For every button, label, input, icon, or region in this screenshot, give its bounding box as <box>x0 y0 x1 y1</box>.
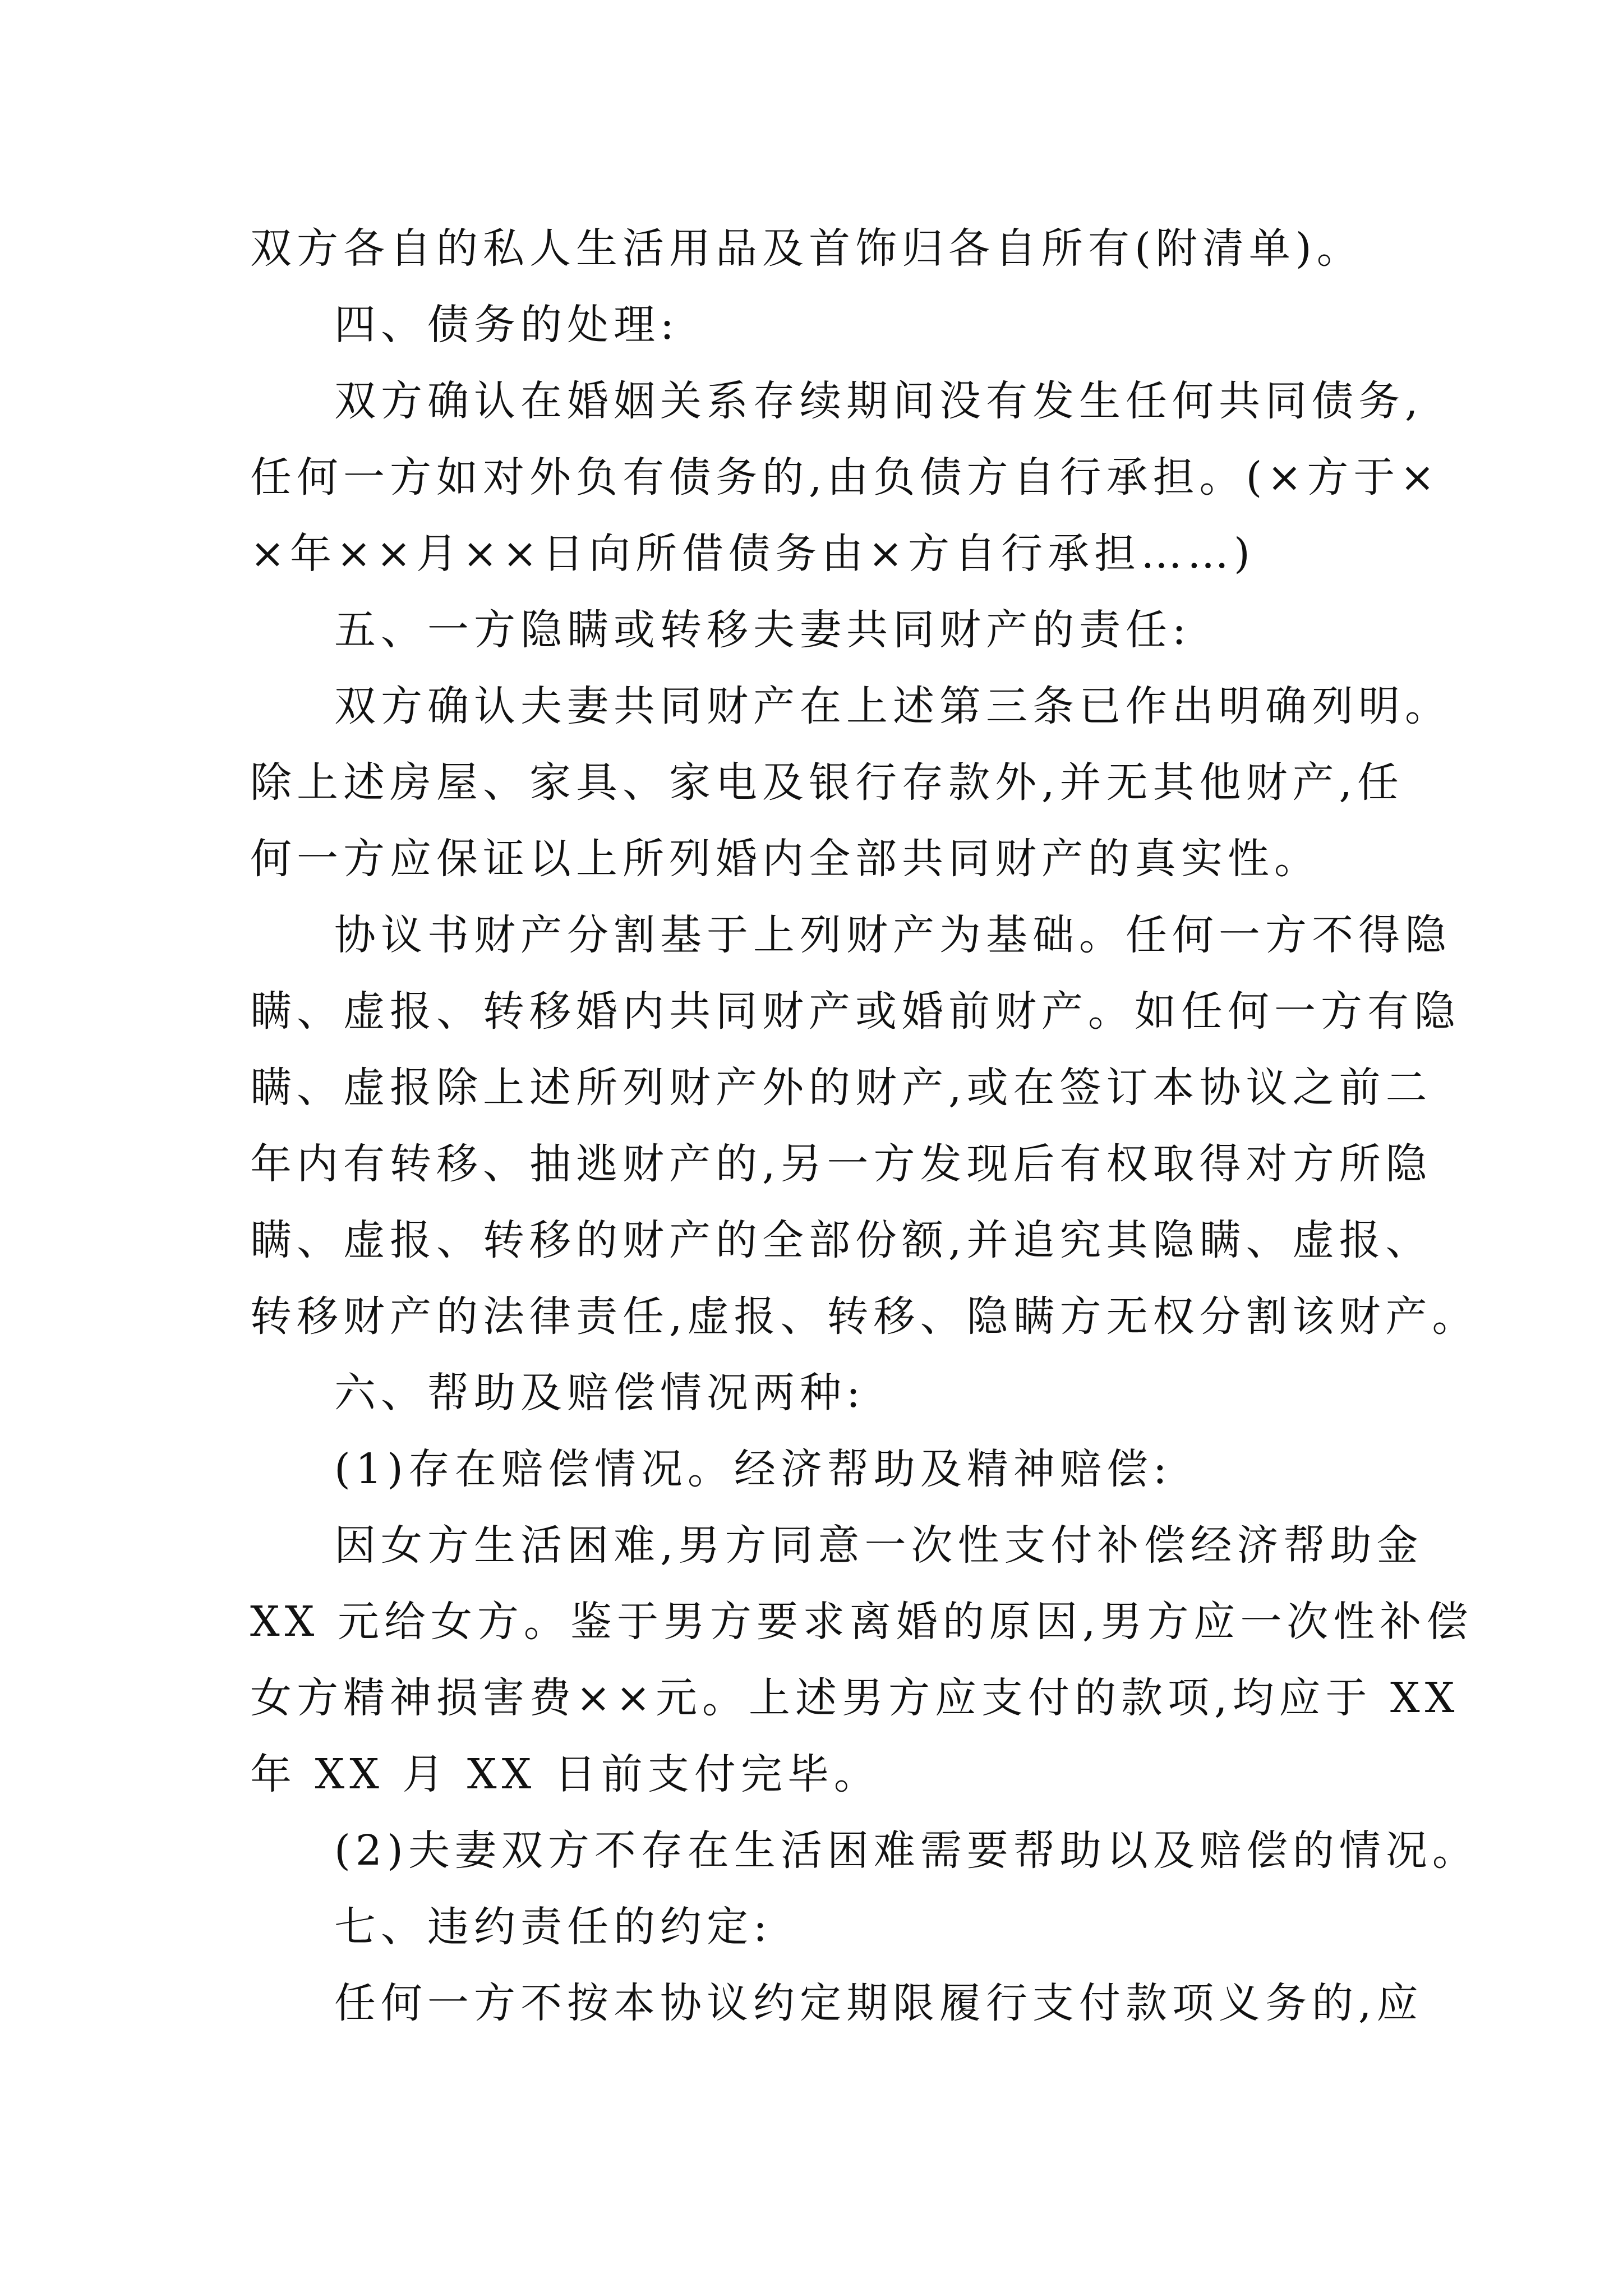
subsection-heading-case-2: (2)夫妻双方不存在生活困难需要帮助以及赔偿的情况。 <box>334 1826 1479 1875</box>
body-text-line: 双方确认夫妻共同财产在上述第三条已作出明确列明。 <box>334 682 1451 730</box>
body-text-line: 瞒、虚报除上述所列财产外的财产,或在签订本协议之前二 <box>250 1064 1432 1112</box>
body-text-line: 除上述房屋、家具、家电及银行存款外,并无其他财产,任 <box>250 758 1404 807</box>
body-text-line: 转移财产的法律责任,虚报、转移、隐瞒方无权分割该财产。 <box>250 1292 1479 1341</box>
body-text-line: 双方各自的私人生活用品及首饰归各自所有(附清单)。 <box>250 224 1363 273</box>
body-text-line: 年 XX 月 XX 日前支付完毕。 <box>250 1750 880 1798</box>
section-heading-concealment: 五、一方隐瞒或转移夫妻共同财产的责任: <box>334 606 1191 654</box>
body-text-line: 年内有转移、抽逃财产的,另一方发现后有权取得对方所隐 <box>250 1140 1432 1188</box>
body-text-line: XX 元给女方。鉴于男方要求离婚的原因,男方应一次性补偿 <box>250 1598 1473 1646</box>
body-text-line: 瞒、虚报、转移的财产的全部份额,并追究其隐瞒、虚报、 <box>250 1216 1432 1264</box>
body-text-line: 瞒、虚报、转移婚内共同财产或婚前财产。如任何一方有隐 <box>250 987 1460 1036</box>
body-text-line: 因女方生活困难,男方同意一次性支付补偿经济帮助金 <box>334 1521 1423 1570</box>
body-text-line: 双方确认在婚姻关系存续期间没有发生任何共同债务, <box>334 377 1423 425</box>
body-text-line: 任何一方如对外负有债务的,由负债方自行承担。(×方于× <box>250 453 1440 501</box>
body-text-line: 任何一方不按本协议约定期限履行支付款项义务的,应 <box>334 1979 1423 2027</box>
section-heading-debts: 四、债务的处理: <box>334 301 679 349</box>
body-text-line: ×年××月××日向所借债务由×方自行承担……) <box>250 530 1255 578</box>
body-text-line: 女方精神损害费××元。上述男方应支付的款项,均应于 XX <box>250 1674 1460 1722</box>
section-heading-breach: 七、违约责任的约定: <box>334 1903 772 1951</box>
body-text-line: 何一方应保证以上所列婚内全部共同财产的真实性。 <box>250 835 1321 883</box>
section-heading-compensation: 六、帮助及赔偿情况两种: <box>334 1369 865 1417</box>
document-body <box>250 210 1479 2041</box>
body-text-line: 协议书财产分割基于上列财产为基础。任何一方不得隐 <box>334 911 1451 959</box>
subsection-heading-case-1: (1)存在赔偿情况。经济帮助及精神赔偿: <box>334 1445 1172 1493</box>
